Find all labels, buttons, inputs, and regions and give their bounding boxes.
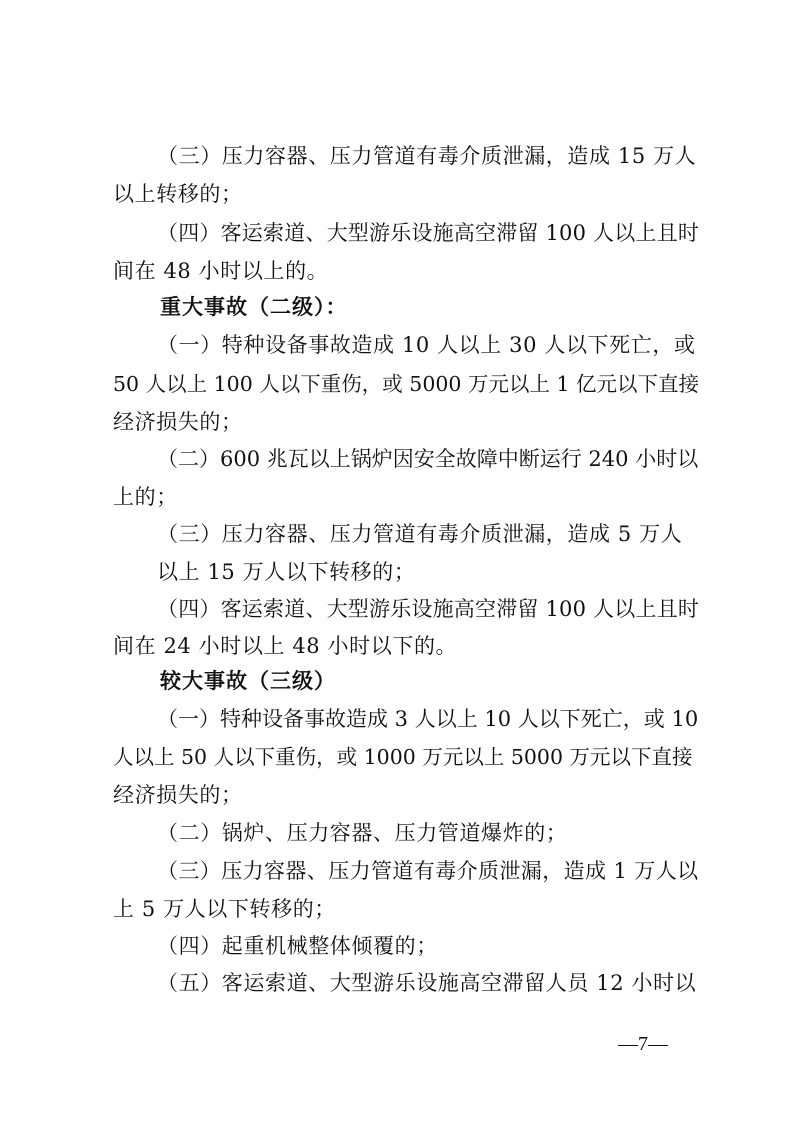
text-line: （四）起重机械整体倾覆的； bbox=[157, 934, 438, 958]
text-line: （四）客运索道、大型游乐设施高空滞留 100 人以上且时 bbox=[157, 221, 700, 245]
text-line: 经济损失的； bbox=[113, 783, 243, 807]
text-line: （四）客运索道、大型游乐设施高空滞留 100 人以上且时 bbox=[157, 597, 700, 621]
text-line: 以上转移的； bbox=[113, 182, 243, 206]
text-line: （一）特种设备事故造成 3 人以上 10 人以下死亡，或 10 bbox=[157, 707, 699, 731]
section-heading: 较大事故（三级） bbox=[160, 669, 336, 693]
text-line: 间在 48 小时以上的。 bbox=[113, 259, 329, 283]
text-line: 间在 24 小时以上 48 小时以下的。 bbox=[113, 634, 458, 658]
text-line: （三）压力容器、压力管道有毒介质泄漏，造成 15 万人 bbox=[157, 144, 697, 168]
text-line: 经济损失的； bbox=[113, 410, 243, 434]
text-line: （二）600 兆瓦以上锅炉因安全故障中断运行 240 小时以 bbox=[157, 447, 699, 471]
text-line: 人以上 50 人以下重伤，或 1000 万元以上 5000 万元以下直接 bbox=[113, 745, 693, 769]
text-line: （三）压力容器、压力管道有毒介质泄漏，造成 5 万人 bbox=[157, 522, 683, 546]
text-line: （一）特种设备事故造成 10 人以上 30 人以下死亡，或 bbox=[157, 333, 696, 357]
text-line: （五）客运索道、大型游乐设施高空滞留人员 12 小时以 bbox=[157, 971, 697, 995]
text-line: 上的； bbox=[113, 485, 178, 509]
text-line: 以上 15 万人以下转移的； bbox=[157, 560, 416, 584]
text-line: 上 5 万人以下转移的； bbox=[113, 897, 336, 921]
page-number: —7— bbox=[618, 1033, 668, 1055]
section-heading: 重大事故（二级）： bbox=[160, 295, 348, 319]
text-line: 50 人以上 100 人以下重伤，或 5000 万元以上 1 亿元以下直接 bbox=[113, 372, 700, 396]
text-line: （三）压力容器、压力管道有毒介质泄漏，造成 1 万人以 bbox=[157, 859, 699, 883]
text-line: （二）锅炉、压力容器、压力管道爆炸的； bbox=[157, 821, 568, 845]
